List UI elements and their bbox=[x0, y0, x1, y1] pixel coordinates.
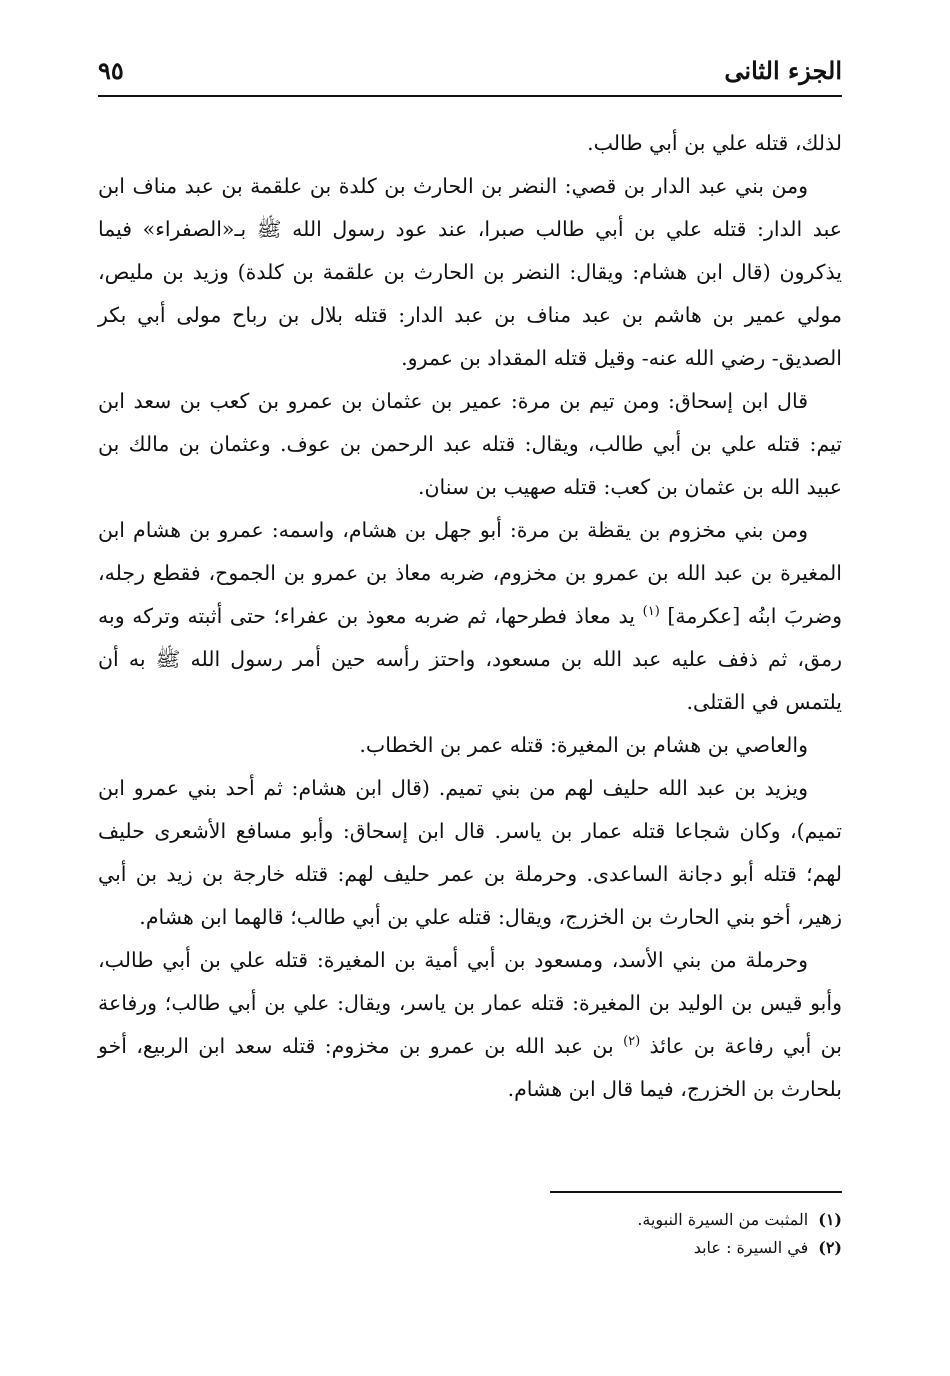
paragraph-2: ومن بني عبد الدار بن قصي: النضر بن الحارث بن كلدة بن علقمة بن عبد مناف ابن عبد الدار: قتله علي بن أبي طالب صبرا، عند عود رسول الله ﷺ بـ«الصفراء» فيما يذكرون (قال ابن هشام: ويقال: النضر بن الحارث بن علقمة بن كلدة) وزيد بن مليص، مولي عمير بن هاشم بن عبد مناف بن عبد الدار: قتله بلال بن رباح مولى أبي بكر الصديق- رضي الله عنه- وقيل قتله المقداد بن عمرو. bbox=[98, 174, 842, 370]
paragraph-5: والعاصي بن هشام بن المغيرة: قتله عمر بن الخطاب. bbox=[359, 733, 808, 757]
paragraph-6: ويزيد بن عبد الله حليف لهم من بني تميم. (قال ابن هشام: ثم أحد بني عمرو ابن تميم)، وكان شجاعا قتله عمار بن ياسر. قال ابن إسحاق: وأبو مسافع الأشعرى حليف لهم؛ قتله أبو دجانة الساعدى. وحرملة بن عمر حليف لهم: قتله خارجة بن زيد بن أبي زهير، أخو بني الحارث بن الخزرج، ويقال: قتله علي بن أبي طالب؛ قالهما ابن هشام. bbox=[98, 776, 842, 929]
footnote-2 bbox=[98, 1234, 842, 1262]
paragraph-3: قال ابن إسحاق: ومن تيم بن مرة: عمير بن عثمان بن عمرو بن كعب بن سعد ابن تيم: قتله علي بن أبي طالب، ويقال: قتله عبد الرحمن بن عوف. وعثمان بن مالك بن عبيد الله بن عثمان بن كعب: قتله صهيب بن سنان. bbox=[98, 389, 842, 499]
footnote-number: (٢) bbox=[818, 1238, 842, 1257]
footnote-text: في السيرة : عابد bbox=[693, 1238, 809, 1257]
running-title: الجزء الثانى bbox=[724, 56, 842, 85]
paragraph-4-text-b: يد معاذ فطرحها، ثم ضربه معوذ بن عفراء؛ حتى أثبته وتركه وبه رمق، ثم ذفف عليه عبد الله بن مسعود، واحتز رأسه حين أمر رسول الله ﷺ به أن يلتمس في القتلى. bbox=[98, 604, 842, 714]
footnotes bbox=[98, 1206, 842, 1262]
paragraph-1: لذلك، قتله علي بن أبي طالب. bbox=[587, 131, 842, 155]
header-rule bbox=[98, 95, 842, 97]
footnote-rule bbox=[550, 1191, 842, 1193]
main-text bbox=[98, 122, 842, 1111]
page-number: ٩٥ bbox=[98, 56, 124, 85]
paragraph-7-text-a: وحرملة من بني الأسد، ومسعود بن أبي أمية بن المغيرة: قتله علي بن أبي طالب، وأبو قيس بن الوليد بن المغيرة: قتله عمار بن ياسر، ويقال: علي بن أبي طالب؛ ورفاعة بن أبي رفاعة بن عائذ bbox=[98, 948, 842, 1058]
paragraph-4 bbox=[98, 509, 842, 724]
paragraph-7-text-b: بن عبد الله بن عمرو بن مخزوم: قتله سعد ابن الربيع، أخو بلحارث بن الخزرج، فيما قال ابن هشام. bbox=[98, 1034, 842, 1101]
footnote-ref-2: (٢) bbox=[623, 1034, 641, 1050]
paragraph-7 bbox=[98, 939, 842, 1111]
footnote-1 bbox=[98, 1206, 842, 1234]
footnote-text: المثبت من السيرة النبوية. bbox=[637, 1210, 809, 1229]
footnote-number: (١) bbox=[818, 1210, 842, 1229]
page-header bbox=[98, 52, 842, 92]
footnote-ref-1: (١) bbox=[642, 604, 660, 620]
paragraph-4-text-a: ومن بني مخزوم بن يقظة بن مرة: أبو جهل بن هشام، واسمه: عمرو بن هشام ابن المغيرة بن عبد الله بن عمرو بن مخزوم، ضربه معاذ بن عمرو بن الجموح، فقطع رجله، وضربَ ابنُه [عكرمة] bbox=[98, 518, 842, 628]
